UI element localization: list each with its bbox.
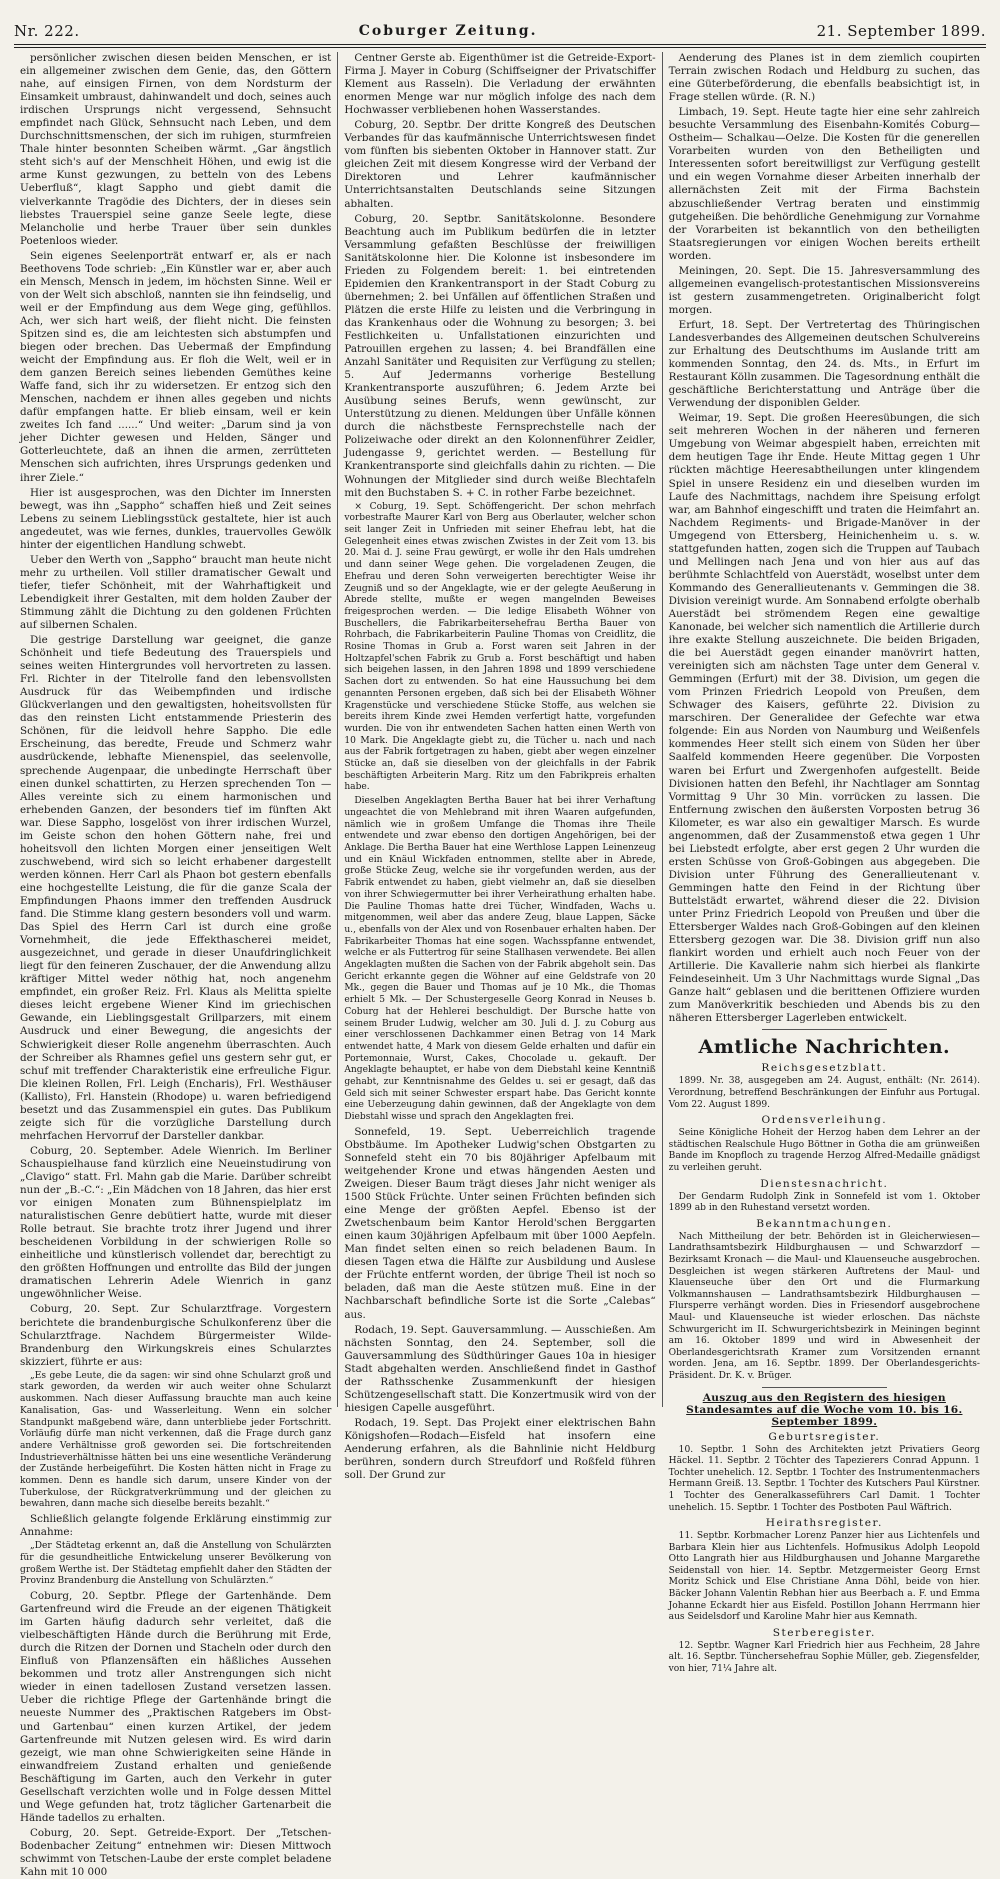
article-paragraph: Die gestrige Darstellung war geeignet, die ganze Schönheit und tiefe Bedeutung des Trauerspiels und seines weiten Hintergrundes voll hervortreten zu lassen. Frl. Richter in der Titelrolle fand den lebensvollsten Ausdruck für das Weibempfinden und irdische Glückverlangen und den gewaltigsten, hoheitsvollsten für das den reinsten Licht entstammende Priesterin des Schönen, für die leidvoll hehre Sappho. Die edle Erscheinung, das beredte, Freude und Schmerz wahr ausdrückende, lebhafte Mienenspiel, das seelenvolle, sprechende Augenpaar, die unbedingte Herrschaft über einen dunkel schattirten, zu Herzen sprechenden Ton — Alles vereinte sich zu einem harmonischen und erhebenden Ganzen, der besonders tief im fünften Akt war. Diese Sappho, losgelöst von ihrer irdischen Wurzel, im Geiste schon den hohen Göttern nahe, frei und hoheitsvoll den lichten Morgen einer jenseitigen Welt zuschwebend, wird sich so leicht erhabener dargestellt werden können. Herr Carl als Phaon bot gestern ebenfalls eine hochgestellte Leistung, die für die ganze Scala der Empfindungen Phaons immer den treffenden Ausdruck fand. Die Stimme klang gestern besonders voll und warm. Das Spiel des Herrn Carl ist durch eine große Vornehmheit, die jede Effekthascherei meidet, ausgezeichnet, und gerade in dieser Unaufdringlichkeit liegt für den feineren Zuschauer, der die Anwendung allzu kräftiger Mittel weder nöthig hat, noch angenehm empfindet, ein großer Reiz. Frl. Klaus als Melitta spielte dieses leicht ergebene Wiener Kind im griechischen Gewande, ein Lieblingsgestalt Grillparzers, mit einem Ausdruck und einer Bewegung, die angesichts der Schwierigkeit dieser Rolle angenehm überraschten. Auch der Schreiber als Rhamnes gefiel uns gestern sehr gut, er schuf mit treffender Charakteristik eine erfreuliche Figur. Die kleinen Rollen, Frl. Leigh (Encharis), Frl. Westhäuser (Kallisto), Frl. Hanstein (Rhodope) u. waren befriedigend besetzt und das Zusammenspiel ein gutes. Das Publikum zeigte sich für die vorzügliche Darstellung durch mehrfachen Hervorruf der Darsteller dankbar. xyxy=(20,634,332,1142)
sterberegister-text: 12. Septbr. Wagner Karl Friedrich hier aus Fechheim, 28 Jahre alt. 16. Septbr. Tünchersehefrau Sophie Müller, geb. Ziegensfelder, von hier, 71¼ Jahre alt. xyxy=(668,1640,980,1675)
article-paragraph: Dieselben Angeklagten Bertha Bauer hat bei ihrer Verhaftung ungeachtet die von Mehlebrand mit ihren Waaren aufgefunden, nämlich wie in großem Umfange die Thomas ihre Theile entwendete und zwar ebenso den dortigen Angehörigen, bei der Anklage. Die Bertha Bauer hat eine Werthlose Lappen Leinenzeug und ein Knäul Wickfaden entnommen, stellte aber in Abrede, große Stücke Zeug, welche sie ihr vorgefunden werden, aus der Fabrik entwendet zu haben, giebt vielmehr an, daß sie dieselben von ihrer Schwiegermutter bei ihrer Verheirathung erhalten habe. Die Pauline Thomas hatte drei Tücher, Windfaden, Wachs u. mitgenommen, weil aber das andere Zeug, blaue Lappen, Säcke u., ebenfalls von der Alex und von Rosenbauer erhalten haben. Der Fabrikarbeiter Thomas hat eine sogen. Wachsspfanne entwendet, welche er als Futtertrog für seine Stallhasen verwendete. Bei allen Angeklagten mußten die Sachen von der Fabrik abgeholt sein. Das Gericht erkannte gegen die Wöhner auf eine Geldstrafe von 20 Mk., gegen die Bauer und Thomas auf je 10 Mk., die Thomas erhielt 5 Mk. — Der Schustergeselle Georg Konrad in Neuses b. Coburg hat der Hehlerei beschuldigt. Der Bursche hatte von seinem Bruder Ludwig, welcher am 30. Juli d. J. zu Coburg aus einer verschlossenen Dachkammer einen Betrag von 14 Mark entwendet hatte, 4 Mark von diesem Gelde erhalten und dafür ein Portemonnaie, Wurst, Cakes, Chocolade u. gekauft. Der Angeklagte behauptet, er habe von dem Diebstahl keine Kenntniß gehabt, zur Kenntnisnahme des Geldes u. sei er gesagt, daß das Geld sich mit seiner Schwester erspart habe. Das Gericht konnte eine Ueberzeugung dahin gewinnen, daß der Angeklagte von dem Diebstahl wisse und sprach den Angeklagten frei. xyxy=(344,796,656,1123)
article-sanitaetskolonne: Coburg, 20. Septbr. Sanitätskolonne. Besondere Beachtung auch im Publikum bedürfen die in letzter Versammlung gefaßten Beschlüsse der freiwilligen Sanitätskolonne hier. Die Kolonne ist insbesondere im Frieden zu Folgendem bereit: 1. bei eintretenden Epidemien den Krankentransport in der Stadt Coburg zu übernehmen; 2. bei Unfällen auf öffentlichen Straßen und Plätzen die erste Hilfe zu leisten und die Verbringung in das Krankenhaus oder die Wohnung zu besorgen; 3. bei Festlichkeiten u. Unfallstationen einzurichten und Patrouillen ergehen zu lassen; 4. bei Brandfällen eine Anzahl Sanitäter und Requisiten zur Verfügung zu stellen; 5. Auf Jedermanns vorherige Bestellung Krankentransporte auszuführen; 6. Jedem Arzte bei Ausübung seines Berufs, wenn gewünscht, zur Unterstützung zu dienen. Meldungen über Unfälle können durch die nächstbeste Fernsprechstelle nach der Polizeiwache oder direkt an den Kolonnenführer Zeidler, Judengasse 9, gerichtet werden. — Bestellung für Krankentransporte sind gleichfalls dahin zu richten. — Die Wohnungen der Mitglieder sind durch weiße Blechtafeln mit den Buchstaben S. + C. in rother Farbe bezeichnet. xyxy=(344,212,656,499)
bekanntmachungen-text: Nach Mittheilung der betr. Behörden ist in Gleicherwiesen—Landrathsamtsbezirk Hildburghausen — und Schwarzdorf — Bezirksamt Kronach — die Maul- und Klauenseuche ausgebrochen. Desgleichen ist wegen stärkeren Auftretens der Maul- und Klauenseuche über den Ort und die Flurmarkung Volkmannshausen — Landrathsamtsbezirk Hildburghausen — Flursperre verhängt worden. Dies in Friesendorf ausgebrochene Maul- und Klauenseuche ist wieder erloschen. Das nächste Schwurgericht im II. Schwurgerichtsbezirk in Meiningen beginnt am 16. Oktober 1899 und wird in Abwesenheit der Oberlandesgerichtsrath Kramer zum Vorsitzenden ernannt worden. Jena, am 16. Septbr. 1899. Der Oberlandesgerichts-Präsident. Dr. K. v. Brüger. xyxy=(668,1231,980,1381)
column-1 xyxy=(14,52,337,1879)
bekanntmachungen-heading: Bekanntmachungen. xyxy=(756,1217,893,1230)
article-paragraph: Hier ist ausgesprochen, was den Dichter im Innersten bewegt, was ihn „Sappho“ schaffen hieß und Zeit seines Lebens zu seinem Lieblingsstück gestaltete, hier ist auch angedeutet, was wie fernes, dunkles, trauervolles Gewölk hinter der eigentlichen Handlung schwebt. xyxy=(20,486,332,551)
issue-date: 21. September 1899. xyxy=(816,22,986,40)
newspaper-title: Coburger Zeitung. xyxy=(358,23,538,39)
columns xyxy=(14,52,986,1879)
geburtsregister-heading: Geburtsregister. xyxy=(768,1430,881,1443)
dienstesnachricht-text: Der Gendarm Rudolph Zink in Sonnefeld ist vom 1. Oktober 1899 ab in den Ruhestand versetzt worden. xyxy=(668,1191,980,1214)
article-schoeffengericht: × Coburg, 19. Sept. Schöffengericht. Der schon mehrfach vorbestrafte Maurer Karl von Berg aus Oberlauter, welcher schon seit langer Zeit in Unfrieden mit seiner Ehefrau lebt, hat die Gelegenheit eines etwas zwischen Zwistes in der Zeit vom 13. bis 20. Mai d. J. seine Frau gewürgt, er wolle ihr den Hals umdrehen und dann seiner Wege gehen. Die vorgeladenen Zeugen, die Ehefrau und deren Sohn verweigerten berechtigter Weise ihr Zeugniß und so der Angeklagte, wie er der gelegte Aeußerung in Abrede stellte, mußte er wegen mangelnden Beweises freigesprochen werden. — Die ledige Elisabeth Wöhner von Buschellers, die Fabrikarbeitersehefrau Bertha Bauer von Rohrbach, die Fabrikarbeiterin Pauline Thomas von Creidlitz, die Rosine Thomas in Grub a. Forst waren seit Jahren in der Holtzapfel'schen Fabrik zu Grub a. Forst beschäftigt und haben sich beigehen lassen, in den Jahren 1898 und 1899 verschiedene Sachen dort zu entwenden. So hat eine Haussuchung bei dem genannten Personen ergeben, daß sich bei der Elisabeth Wöhner Kragenstücke und verschiedene Stücke Stoffe, aus welchen sie bereits ihrem Kinde zwei Hemden verfertigt hatte, vorgefunden wurden. Die von ihr entwendeten Sachen hatten einen Werth von 10 Mark. Die Angeklagte giebt zu, die Tücher u. nach und nach aus der Fabrik fortgetragen zu haben, giebt aber wegen einzelner Stücke an, daß sie dieselben von der gleichfalls in der Fabrik beschäftigten Arbeiterin Marg. Ritz um den Fabrikpreis erhalten habe. xyxy=(344,501,656,793)
ordensverleihung-heading: Ordensverleihung. xyxy=(761,1114,888,1127)
section-divider xyxy=(762,1029,887,1030)
quote-paragraph: „Es gebe Leute, die da sagen: wir sind ohne Schularzt groß und stark geworden, da werden wir auch weiter ohne Schularzt auskommen. Nach dieser Auffassung brauchte man auch keine Kanalisation, Gas- und Wasserleitung. Wenn ein solcher Standpunkt maßgebend wäre, dann unterbliebe jeder Fortschritt. Vorläufig dürfe man nicht verkennen, daß die Frage durch ganz andere Verhältnisse groß geworden sei. Die fortschreitenden Industrieverhältnisse hätten bei uns eine wesentliche Veränderung der Zustände herbeigeführt. Die Kosten hätten nicht in Frage zu kommen. Denn es handle sich darum, unsere Kinder von der Tuberkulose, der Rückgratverkrümmung und der gleichen zu bewahren, dann mache sich dieselbe bereits bezahlt.“ xyxy=(20,1370,332,1510)
article-obstbaeume: Sonnefeld, 19. Sept. Ueberreichlich tragende Obstbäume. Im Apotheker Ludwig'schen Obstgarten zu Sonnefeld steht ein 70 bis 80jähriger Apfelbaum mit weitgehender Krone und etwas hängenden Aesten und Zweigen. Dieser Baum trägt dieses Jahr nicht weniger als 1500 Stück Früchte. Unter seinen Früchten befinden sich eine Menge der größten Aepfel. Ebenso ist der Zwetschenbaum beim Kantor Herold'schen Berggarten einen kaum 30jährigen Apfelbaum mit über 1000 Aepfeln. Man findet selten einen so reich beladenen Baum. In diesen Tagen etwa die Hälfte zur Ausbildung und Auslese der Früchte entfernt worden, der übrige Theil ist noch so beladen, daß man die Aeste stützen muß. Eine in der Nachbarschaft befindliche Sorte ist die Sorte „Calebas“ aus. xyxy=(344,1125,656,1321)
column-3 xyxy=(662,52,986,1675)
article-paragraph: Ueber den Werth von „Sappho“ braucht man heute nicht mehr zu urtheilen. Voll stiller dramatischer Gewalt und tiefer, tiefer Schönheit, mit der Wahrhaftigkeit und Lebendigkeit ihrer Gestalten, mit dem holden Zauber der Stimmung zählt die Dichtung zu den goldenen Früchten auf silbernen Schalen. xyxy=(20,553,332,632)
heirathsregister-text: 11. Septbr. Korbmacher Lorenz Panzer hier aus Lichtenfels und Barbara Klein hier aus Lichtenfels. Hofmusikus Adolph Leopold Otto Langrath hier aus Hildburghausen und Johanne Margarethe Seidenstall von hier. 14. Septbr. Metzgermeister Georg Ernst Moritz Schick und Else Christiane Anna Döhl, beide von hier. Bäcker Johann Valentin Rebhan hier aus Beerbach a. F. und Emma Johanne Eckardt hier aus Eisfeld. Postillon Johann Herrmann hier aus Seidelsdorf und Karoline Mahr hier aus Kemnath. xyxy=(668,1531,980,1623)
dienstesnachricht-heading: Dienstesnachricht. xyxy=(760,1177,889,1190)
standesamt-heading: Auszug aus den Registern des hiesigen Standesamtes auf die Woche vom 10. bis 16. September 1899. xyxy=(686,1391,963,1428)
article-erfurt: Erfurt, 18. Sept. Der Vertretertag des Thüringischen Landesverbandes des Allgemeinen deutschen Schulvereins zur Erhaltung des Deutschthums im Auslande tritt am kommenden Sonntag, den 24. ds. Mts., in Erfurt im Restaurant Kölln zusammen. Die Tagesordnung enthält die geschäftliche Berichterstattung und Anträge über die Verwendung der disponiblen Gelder. xyxy=(668,318,980,410)
article-weimar: Weimar, 19. Sept. Die großen Heeresübungen, die sich seit mehreren Wochen in der näheren und ferneren Umgebung von Weimar abgespielt haben, erreichten mit dem heutigen Tage ihr Ende. Heute Mittag gegen 1 Uhr rückten mächtige Heeresabtheilungen unter klingendem Spiel in unsere Residenz ein und dieselben wurden im Laufe des Nachmittags, nachdem ihre Speisung erfolgt war, am Bahnhof eingeschifft und traten die Heimfahrt an. Nachdem Regiments- und Brigade-Manöver in der Umgegend von Ettersberg, Heinichenheim u. s. w. stattgefunden hatten, zogen sich die Truppen auf Taubach und Mellingen nach Jena und von hier aus auf das berühmte Schlachtfeld von Auerstädt, woselbst unter dem Kommando des Generallieutenants v. Gemmingen die 38. Division vereinigt wurde. Am Sonnabend erfolgte oberhalb Auerstädt bei strömendem Regen eine gewaltige Kanonade, bei welcher sich namentlich die Artillerie durch ihre exakte Stellung auszeichnete. Die beiden Brigaden, die bei Auerstädt gegen einander manövrirt hatten, vereinigten sich am nächsten Tage unter dem General v. Gemmingen (Erfurt) mit der 38. Division, um gegen die vom Prinzen Friedrich Leopold von Preußen, dem Schwager des Kaisers, geführte 22. Division zu marschiren. Der Generalidee der Gefechte war etwa folgende: Ein aus Norden von Naumburg und Weißenfels kommendes Heer stellt sich einem von Süden her über Saalfeld kommenden Heere gegenüber. Die Vorposten waren bei Erfurt und Zwergenhofen aufgestellt. Beide Divisionen hatten den Befehl, ihr Nachtlager am Sonntag Vormittag 9 Uhr 30 Min. vorrücken zu lassen. Die Entfernung zwischen den äußersten Vorposten betrug 36 Kilometer, es war also ein gewaltiger Marsch. Es wurde angenommen, daß der Zusammenstoß etwa gegen 1 Uhr bei Liebstedt erfolgte, aber erst gegen 2 Uhr wurden die ersten Schüsse von Groß-Gobingen aus abgegeben. Die Division unter Führung des Generallieutenant v. Gemmingen hatte den Feind in der Richtung über Buttelstädt erwartet, während dieser die 22. Division unter Prinz Friedrich Leopold von Preußen und über die Ettersberger Waldes nach Groß-Gobingen auf den kleinen Ettersberg gezogen war. Die 38. Division griff nun also flankirt worden und erhielt auch noch Feuer von der Artillerie. Die Kavallerie nahm sich hierbei als flankirte Feindeseinheit. Um 3 Uhr Nachmittags wurde Signal „Das Ganze halt“ geblasen und die berittenen Offiziere wurden zum Manöverkritik beschieden und Abends bis zu den näheren Ettersberger Lagerleben entwickelt. xyxy=(668,412,980,1025)
reichsgesetzblatt-text: 1899. Nr. 38, ausgegeben am 24. August, enthält: (Nr. 2614). Verordnung, betreffend Beschränkungen der Einfuhr aus Portugal. Vom 22. August 1899. xyxy=(668,1076,980,1110)
article-schularztfrage: Coburg, 20. Sept. Zur Schularztfrage. Vorgestern berichtete die brandenburgische Schulkonferenz über die Schularztfrage. Nachdem Bürgermeister Wilde-Brandenburg den Wirkungskreis eines Schularztes skizziert, führte er aus: xyxy=(20,1303,332,1368)
article-elektrische-bahn: Rodach, 19. Sept. Das Projekt einer elektrischen Bahn Königshofen—Rodach—Eisfeld hat insofern eine Aenderung erfahren, als die Bahnlinie nicht Heldburg berühren, sondern durch Streufdorf und Roßfeld führen soll. Der Grund zur xyxy=(344,1416,656,1482)
ordensverleihung-text: Seine Königliche Hoheit der Herzog haben dem Lehrer an der städtischen Realschule Hugo Böttner in Gotha die am grünweißen Bande im Knopfloch zu tragende Herzog Alfred-Medaille gnädigst zu verleihen geruht. xyxy=(668,1128,980,1174)
quote-paragraph: „Der Städtetag erkennt an, daß die Anstellung von Schulärzten für die gesundheitliche Entwickelung unserer Bevölkerung von großem Werthe ist. Der Städtetag empfiehlt daher den Städten der Provinz Brandenburg die Anstellung von Schulärzten.“ xyxy=(20,1541,332,1587)
article-getreide-export: Coburg, 20. Sept. Getreide-Export. Der „Tetschen-Bodenbacher Zeitung“ entnehmen wir: Diesen Mittwoch schwimmt von Tetschen-Laube der erste complet beladene Kahn mit 10 000 xyxy=(20,1826,332,1879)
official-news-heading: Amtliche Nachrichten. xyxy=(698,1036,951,1059)
masthead-rule xyxy=(14,44,986,45)
heirathsregister-heading: Heirathsregister. xyxy=(765,1517,883,1530)
article-gauversammlung: Rodach, 19. Sept. Gauversammlung. — Ausschießen. Am nächsten Sonntag, den 24. September, soll die Gauversammlung des Südthüringer Gaues 10a in hiesiger Stadt abgehalten werden. Anschließend findet in Gasthof der Rathsschenke Zusammenkunft der hiesigen Schützengesellschaft statt. Die Konzertmusik wird von der hiesigen Capelle ausgeführt. xyxy=(344,1323,656,1414)
article-paragraph: Schließlich gelangte folgende Erklärung einstimmig zur Annahme: xyxy=(20,1513,332,1539)
article-meiningen: Meiningen, 20. Sept. Die 15. Jahresversammlung des allgemeinen evangelisch-protestantischen Missionsvereins ist gestern zusammengetreten. Originalbericht folgt morgen. xyxy=(668,264,980,316)
masthead-rule-thin xyxy=(14,47,986,48)
masthead xyxy=(14,18,986,44)
section-divider xyxy=(762,1387,887,1388)
article-paragraph: persönlicher zwischen diesen beiden Menschen, er ist ein allgemeiner zwischen dem Genie, das, den Göttern nahe, auf einsigen Firnen, von dem Nordsturm der Einsamkeit umbraust, dahinwandelt und doch, seines auch irdischen Ursprungs nicht vergessend, Sehnsucht empfindet nach Glück, Sehnsucht nach Leben, und dem Durchschnittsmenschen, der sich im ruhigen, sturmfreien Thale hinter besonnten Scheiben wärmt. „Gar ängstlich steht sich's auf der Menschheit Höhen, und ewig ist die arme Kunst gezwungen, zu betteln von des Lebens Ueberfluß“, klagt Sappho und giebt damit die vielverkannte Tragödie des Dichters, der in dieses sein liebstes Trauerspiel seine ganze Seele legte, diese Melancholie und herbe Trauer über sein dunkles Poetenloos wieder. xyxy=(20,52,332,247)
geburtsregister-text: 10. Septbr. 1 Sohn des Architekten jetzt Privatiers Georg Häckel. 11. Septbr. 2 Töchter des Tapezierers Conrad Appunn. 1 Tochter unehelich. 12. Septbr. 1 Tochter des Instrumentenmachers Hermann Greiß. 13. Septbr. 1 Tochter des Kutschers Paul Kürstner. 1 Tochter des Generalkasseführers Carl Damit. 1 Tochter unehelich. 15. Septbr. 1 Tochter des Postboten Paul Wäftrich. xyxy=(668,1444,980,1513)
reichsgesetzblatt-heading: Reichsgesetzblatt. xyxy=(761,1062,888,1075)
article-kongress: Coburg, 20. Septbr. Der dritte Kongreß des Deutschen Verbandes für das kaufmännische Unterrichtswesen findet vom fünften bis siebenten Oktober in Hannover statt. Zur gleichen Zeit mit diesem Kongresse wird der Verband der Direktoren und Lehrer kaufmännischer Unterrichtsanstalten Deutschlands seine Sitzungen abhalten. xyxy=(344,119,656,210)
issue-number: Nr. 222. xyxy=(14,22,80,40)
article-paragraph: Sein eigenes Seelenporträt entwarf er, als er nach Beethovens Tode schrieb: „Ein Künstler war er, aber auch ein Mensch, Mensch in jedem, im höchsten Sinne. Weil er von der Welt sich abschloß, nannten sie ihn feindselig, und weil er der Empfindung aus dem Wege ging, gefühllos. Ach, wer sich hart weiß, der flieht nicht. Die feinsten Spitzen sind es, die am leichtesten sich abstumpfen und biegen oder brechen. Das Uebermaß der Empfindung weicht der Empfindung aus. Er floh die Welt, weil er in dem ganzen Bereich seines liebenden Gemüthes keine Waffe fand, sich ihr zu widersetzen. Er entzog sich den Menschen, nachdem er ihnen alles gegeben und nichts dafür empfangen hatte. Er blieb einsam, weil er kein zweites Ich fand ......“ Und weiter: „Darum sind ja von jeher Dichter gewesen und Helden, Sänger und Gotterleuchtete, daß an ihnen die armen, zerrütteten Menschen sich aufrichten, ihres Ursprungs gedenken und ihrer Ziele.“ xyxy=(20,249,332,484)
article-paragraph: Aenderung des Planes ist in dem ziemlich coupirten Terrain zwischen Rodach und Heldburg zu suchen, das eine Güterbeförderung, die ebenfalls beabsichtigt ist, in Frage stellen würde. (R. N.) xyxy=(668,52,980,104)
article-gartenhaende: Coburg, 20. Septbr. Pflege der Gartenhände. Dem Gartenfreund wird die Freude an der eigenen Thätigkeit im Garten häufig dadurch sehr verleitet, daß die vielbeschäftigten Hände durch die Berührung mit Erde, durch die Ritzen der Dornen und Stacheln oder durch den Einfluß von Pflanzensäften ein häßliches Aussehen bekommen und trotz aller Anstrengungen sich nicht wieder in einen tadellosen Zustand versetzen lassen. Ueber die richtige Pflege der Gartenhände bringt die neueste Nummer des „Praktischen Ratgebers im Obst- und Gartenbau“ einen kurzen Artikel, der jedem Gartenfreunde mit Nutzen gelesen wird. Es wird darin gezeigt, wie man ohne Schwierigkeiten seine Hände in einwandfreiem Zustand erhalten und genießende Beschäftigung im Garten, auch den Verkehr in guter Gesellschaft verzichten wolle und in Folge dessen Mittel und Wege gefunden hat, trotz täglicher Gartenarbeit die Hände tadellos zu erhalten. xyxy=(20,1590,332,1824)
article-paragraph: Centner Gerste ab. Eigenthümer ist die Getreide-Export-Firma J. Mayer in Coburg (Schiffseigner der Privatschiffer Klement aus Rasseln). Die Verladung der erwähnten enormen Menge war nur möglich infolge des nach dem Hochwasser verbliebenen hohen Wasserstandes. xyxy=(344,52,656,117)
article-limbach: Limbach, 19. Sept. Heute tagte hier eine sehr zahlreich besuchte Versammlung des Eisenbahn-Komités Coburg—Ostheim— Schalkau—Oelze. Die Kosten für die generellen Vorarbeiten wurden von den Betheiligten und Interessenten sofort bereitwilligst zur Verfügung gestellt und ein wegen Vornahme dieser Arbeiten innerhalb der allernächsten Zeit mit der Firma Bachstein abzuschließender Vertrag beraten und einstimmig gutgeheißen. Die behördliche Genehmigung zur Vornahme der Vorarbeiten ist bekanntlich von den betheiligten Staatsregierungen vor einigen Wochen bereits ertheilt worden. xyxy=(668,106,980,262)
column-2 xyxy=(337,52,661,1482)
sterberegister-heading: Sterberegister. xyxy=(772,1626,876,1639)
article-adele-wienrich: Coburg, 20. September. Adele Wienrich. Im Berliner Schauspielhause fand kürzlich eine Neueinstudirung von „Clavigo“ statt. Frl. Mahn gab die Marie. Darüber schreibt nun der „B.-C.“: „Ein Mädchen von 18 Jahren, das hier erst vor einigen Monaten zum Bühnenspielplatz im naturalistischen Genre debütiert hatte, wurde mit dieser Rolle betraut. Sie brachte trotz ihrer Jugend und ihrer bescheidenen Vorbildung in der schwierigen Rolle so einheitliche und künstlerisch vollendet dar, berechtigt zu den größten Hoffnungen und entrollte das Bild der jungen dramatischen Lehrerin Adele Wienrich in ganz ungewöhnlicher Weise. xyxy=(20,1144,332,1301)
